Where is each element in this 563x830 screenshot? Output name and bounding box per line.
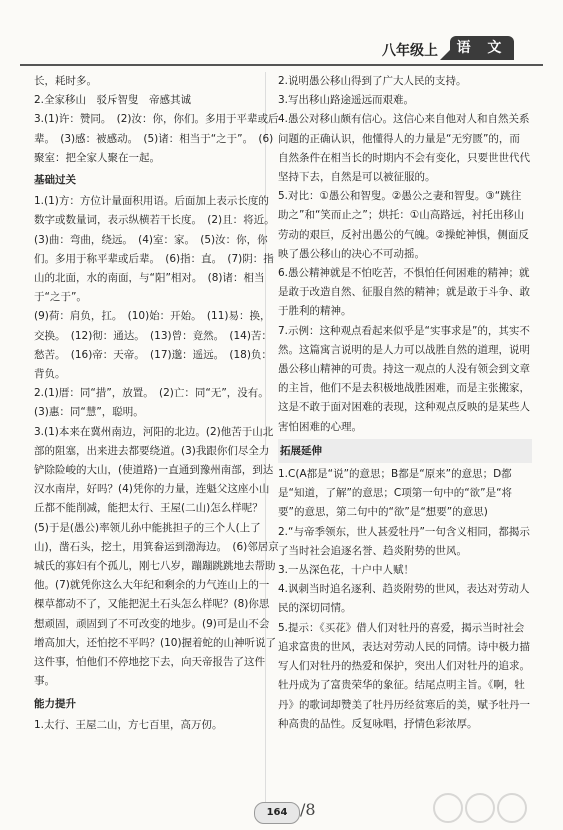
header-subject-tab: 语 文 <box>450 36 514 60</box>
answer-text: 3.(1)本来在冀州南边，河阳的北边。(2)他苦于山北部的阻塞，出来进去都要绕道。(3)我跟你们尽全力铲除险峻的大山，(使道路)一直通到豫州南部，到达汉水南岸，好吗？(4)凭你的力量，连魁父这座小山丘都不能削减，能把太行、王屋(二山)怎么样呢？ (5)于是(愚公)率领儿孙中能挑担子的三个人(上了山)，凿石头，挖土，用箕畚运到渤海边。 (6)邻居京城氏的寡妇有个孤儿，刚七八岁，蹦蹦跳跳地去帮助他。(7)就凭你这么大年纪和剩余的力气连山上的一棵草都动不了，又能把泥土石头怎么样呢？(8)你思想顽固，顽固到了不可改变的地步。(9)可是山不会增高加大，还怕挖不平吗？(10)握着蛇的山神听说了这件事，怕他们不停地挖下去，向天帝报告了这件事。 <box>34 425 279 688</box>
answer-text: 2.“与帝季领东，世人甚爱牡丹”一句含义相同，都揭示了当时社会追逐名誉、趋炎附势的世风。 <box>278 525 530 557</box>
answer-text: 5.提示：《买花》借人们对牡丹的喜爱，揭示当时社会追求富贵的世风，表达对劳动人民的同情。诗中极力描写人们对牡丹的热爱和保护，突出人们对牡丹的追求。牡丹成为了富贵荣华的象征。结尾点明主旨。《啊，牡丹》的歌词却赞美了牡丹历经贫寒后的美，赋予牡丹一种高贵的品性。反复咏唱，抒情色彩浓厚。 <box>278 621 530 730</box>
section-heading: 基础过关 <box>34 174 76 187</box>
answer-text: 2.说明愚公移山得到了广大人民的支持。 <box>278 75 467 87</box>
answer-text: 2.(1)厝：同“措”，放置。 (2)亡：同“无”，没有。 (3)惠：同“慧”，聪明。 <box>34 387 275 419</box>
answer-text: 1.太行、王屋二山，方七百里，高万仞。 <box>34 718 223 731</box>
answer-text: 6.愚公精神就是不怕吃苦，不惧怕任何困难的精神；就是敢于改造自然、征服自然的精神；就是敢于斗争、敢于胜利的精神。 <box>278 267 530 318</box>
right-column <box>278 72 530 734</box>
answer-text: 4.愚公对移山颇有信心。这信心来自他对人和自然关系问题的正确认识，他懂得人的力量是“无穷匮”的，而自然条件在相当长的时期内不会有变化，只要世世代代坚持下去，自然是可以被征服的。 <box>278 113 530 184</box>
header-rule <box>20 64 543 66</box>
answer-text: 7.示例：这种观点看起来似乎是“实事求是”的，其实不然。这篇寓言说明的是人力可以战胜自然的道理，说明愚公移山精神的可贵。持这一观点的人没有领会到文章的主旨，他们不是去积极地战胜困难，而是主张搬家，这是不敢于面对困难的表现，这种观点反映的是某些人害怕困难的心理。 <box>278 324 530 433</box>
answer-text: 5.对比：①愚公和智叟。②愚公之妻和智叟。③“跳往助之”和“笑而止之”；烘托：①山高路远，衬托出移山劳动的艰巨，反衬出愚公的气魄。②操蛇神惧，侧面反映了愚公移山的决心不可动摇。 <box>278 190 529 260</box>
answer-text: 3.一丛深色花，十户中人赋！ <box>278 564 415 577</box>
left-column <box>34 72 279 735</box>
watermark-logo <box>430 790 550 826</box>
answer-text: 1.C(A都是“说”的意思；B都是“原来”的意思；D都是“知道，了解”的意思；C项第一句中的“欲”是“将要”的意思，第二句中的“欲”是“想要”的意思) <box>278 468 513 519</box>
handwritten-note: /8 <box>300 800 316 819</box>
answer-text: 1.(1)方：方位计量面积用语。后面加上表示长度的数字或数量词，表示纵横若干长度。 (2)且：将近。 <box>34 195 275 227</box>
answer-text: (3)曲：弯曲，绕远。 (4)室：家。 (5)汝：你，你们。多用于称平辈或后辈。 (6)指：直。 (7)阴：指山的北面，水的南面，与“阳”相对。 (8)诸：相当于“之于”。 <box>34 233 274 304</box>
section-heading: 能力提升 <box>34 697 76 710</box>
answer-text: 3.(1)许：赞同。 (2)汝：你，你们。多用于平辈或后辈。 (3)感：被感动。 (5)诸：相当于“之于”。 (6)聚室：把全家人聚在一起。 <box>34 113 279 164</box>
answer-text: 2.全家移山 驳斥智叟 帝感其诚 <box>34 94 192 107</box>
section-heading: 拓展延伸 <box>278 439 532 463</box>
answer-text: (9)荷：肩负，扛。 (10)始：开始。 (11)易：换，交换。 (12)彻：通达。 (13)曾：竟然。 (14)苦：愁苦。 (16)帝：天帝。 (17)邈：遥远。 (18)负：背负。 <box>34 310 272 381</box>
page-number: 164 <box>254 802 300 824</box>
answer-text: 长，耗时多。 <box>34 75 97 87</box>
answer-text: 4.讽刺当时追名逐利、趋炎附势的世风，表达对劳动人民的深切同情。 <box>278 583 530 615</box>
header-grade: 八年级上 <box>382 43 438 59</box>
answer-text: 3.写出移山路途遥远而艰难。 <box>278 94 415 107</box>
